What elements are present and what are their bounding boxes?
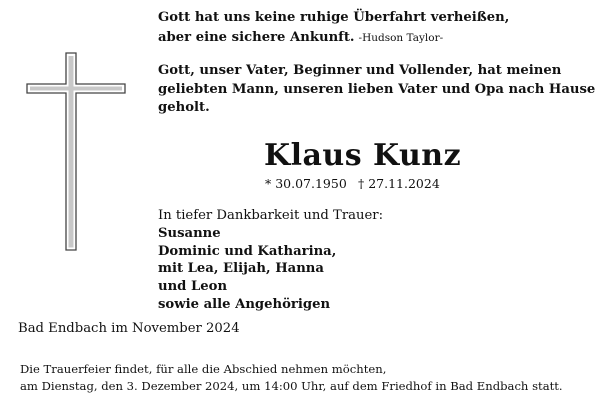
quote-author: -Hudson Taylor- <box>358 32 444 44</box>
mourner-name: sowie alle Angehörigen <box>158 296 331 312</box>
bible-quote <box>158 8 509 48</box>
ceremony-line-1: Die Trauerfeier findet, für alle die Abschied nehmen möchten, <box>20 362 387 376</box>
mourners-list <box>158 207 383 314</box>
place-and-date: Bad Endbach im November 2024 <box>18 321 240 336</box>
announcement-line-2: geliebten Mann, unseren lieben Vater und Opa nach Hause <box>158 81 595 97</box>
mourners-intro: In tiefer Dankbarkeit und Trauer: <box>158 208 384 223</box>
quote-line-2-text: aber eine sichere Ankunft. <box>158 30 355 45</box>
funeral-service-info <box>20 361 563 395</box>
announcement-line-3: geholt. <box>158 100 210 115</box>
cross-outline <box>27 53 125 250</box>
death-date: † 27.11.2024 <box>358 176 440 191</box>
mourner-name: mit Lea, Elijah, Hanna <box>158 261 324 277</box>
christian-cross-icon <box>24 50 128 255</box>
quote-line-1: Gott hat uns keine ruhige Überfahrt verheißen, <box>158 10 510 25</box>
mourner-name: und Leon <box>158 279 228 295</box>
deceased-name: Klaus Kunz <box>264 138 462 173</box>
ceremony-line-2: am Dienstag, den 3. Dezember 2024, um 14:00 Uhr, auf dem Friedhof in Bad Endbach statt. <box>20 379 563 393</box>
quote-line-2 <box>158 28 509 48</box>
death-announcement <box>158 62 595 118</box>
mourner-name: Dominic und Katharina, <box>158 243 337 259</box>
mourner-name: Susanne <box>158 225 221 241</box>
announcement-line-1: Gott, unser Vater, Beginner und Vollender, hat meinen <box>158 63 562 78</box>
birth-date: * 30.07.1950 <box>265 176 347 191</box>
